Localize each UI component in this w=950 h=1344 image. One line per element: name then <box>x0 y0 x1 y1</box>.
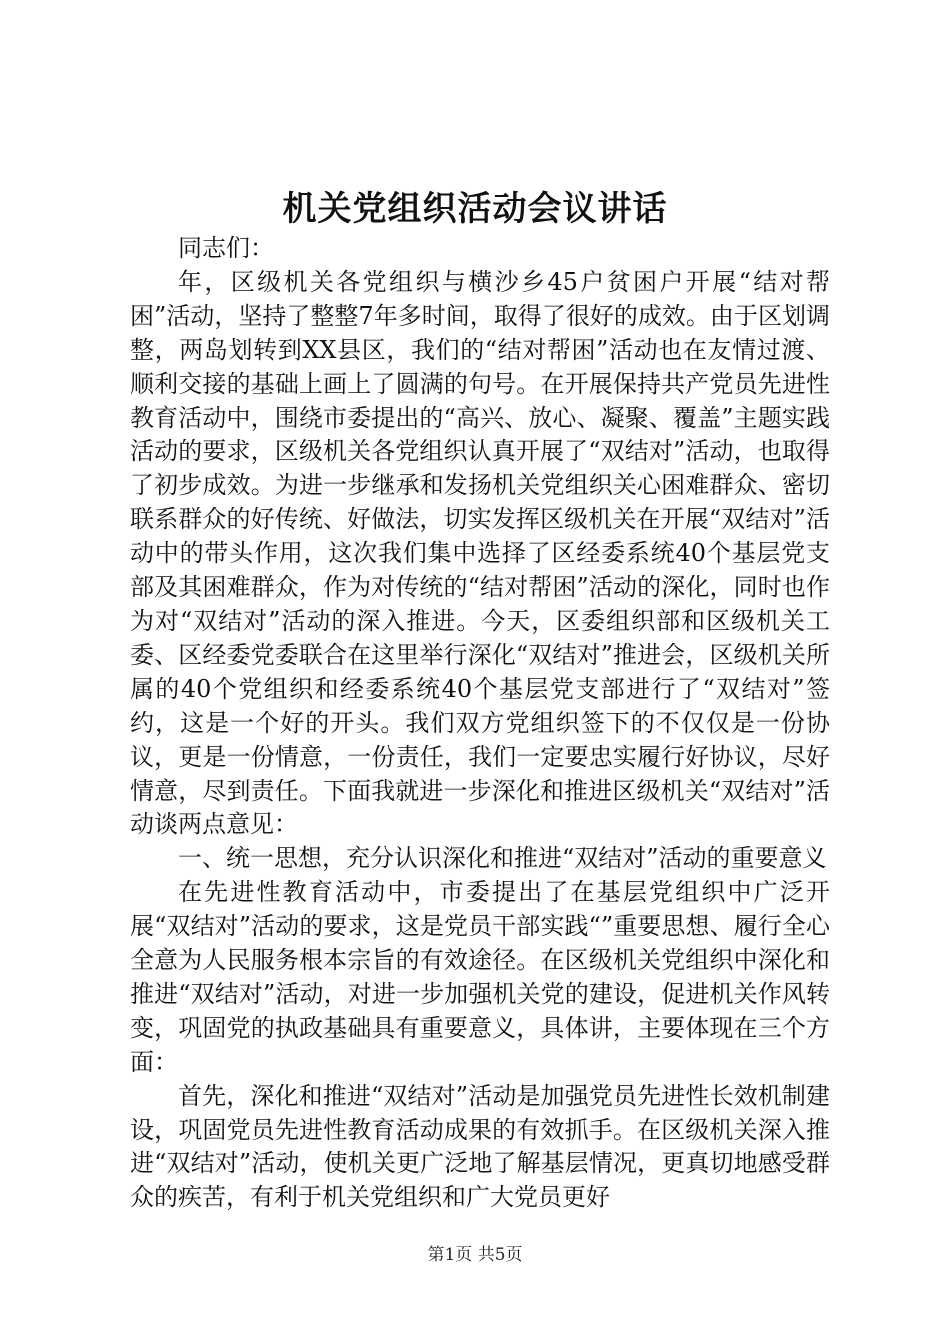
body-paragraph: 年，区级机关各党组织与横沙乡45户贫困户开展“结对帮困”活动，坚持了整整7年多时间，取得了很好的成效。由于区划调整，两岛划转到XX县区，我们的“结对帮困”活动也在友情过渡、顺利交接的基础上画上了圆满的句号。在开展保持共产党员先进性教育活动中，围绕市委提出的“高兴、放心、凝聚、覆盖”主题实践活动的要求，区级机关各党组织认真开展了“双结对”活动，也取得了初步成效。为进一步继承和发扬机关党组织关心困难群众、密切联系群众的好传统、好做法，切实发挥区级机关在开展“双结对”活动中的带头作用，这次我们集中选择了区经委系统40个基层党支部及其困难群众，作为对传统的“结对帮困”活动的深化，同时也作为对“双结对”活动的深入推进。今天，区委组织部和区级机关工委、区经委党委联合在这里举行深化“双结对”推进会，区级机关所属的40个党组织和经委系统40个基层党支部进行了“双结对”签约，这是一个好的开头。我们双方党组织签下的不仅仅是一份协议，更是一份情意，一份责任，我们一定要忠实履行好协议，尽好情意，尽到责任。下面我就进一步深化和推进区级机关“双结对”活动谈两点意见： <box>130 267 830 839</box>
document-body <box>130 232 830 1215</box>
page-number-footer: 第1页 共5页 <box>427 1245 523 1265</box>
salutation-paragraph: 同志们： <box>178 234 274 262</box>
body-paragraph: 在先进性教育活动中，市委提出了在基层党组织中广泛开展“双结对”活动的要求，这是党员干部实践“”重要思想、履行全心全意为人民服务根本宗旨的有效途径。在区级机关党组织中深化和推进“双结对”活动，对进一步加强机关党的建设，促进机关作风转变，巩固党的执政基础具有重要意义，具体讲，主要体现在三个方面： <box>130 878 830 1076</box>
body-paragraph: 首先，深化和推进“双结对”活动是加强党员先进性长效机制建设，巩固党员先进性教育活动成果的有效抓手。在区级机关深入推进“双结对”活动，使机关更广泛地了解基层情况，更真切地感受群众的疾苦，有利于机关党组织和广大党员更好 <box>130 1081 830 1212</box>
document-title: 机关党组织活动会议讲话 <box>282 189 668 229</box>
section-heading: 一、统一思想，充分认识深化和推进“双结对”活动的重要意义 <box>178 844 827 873</box>
